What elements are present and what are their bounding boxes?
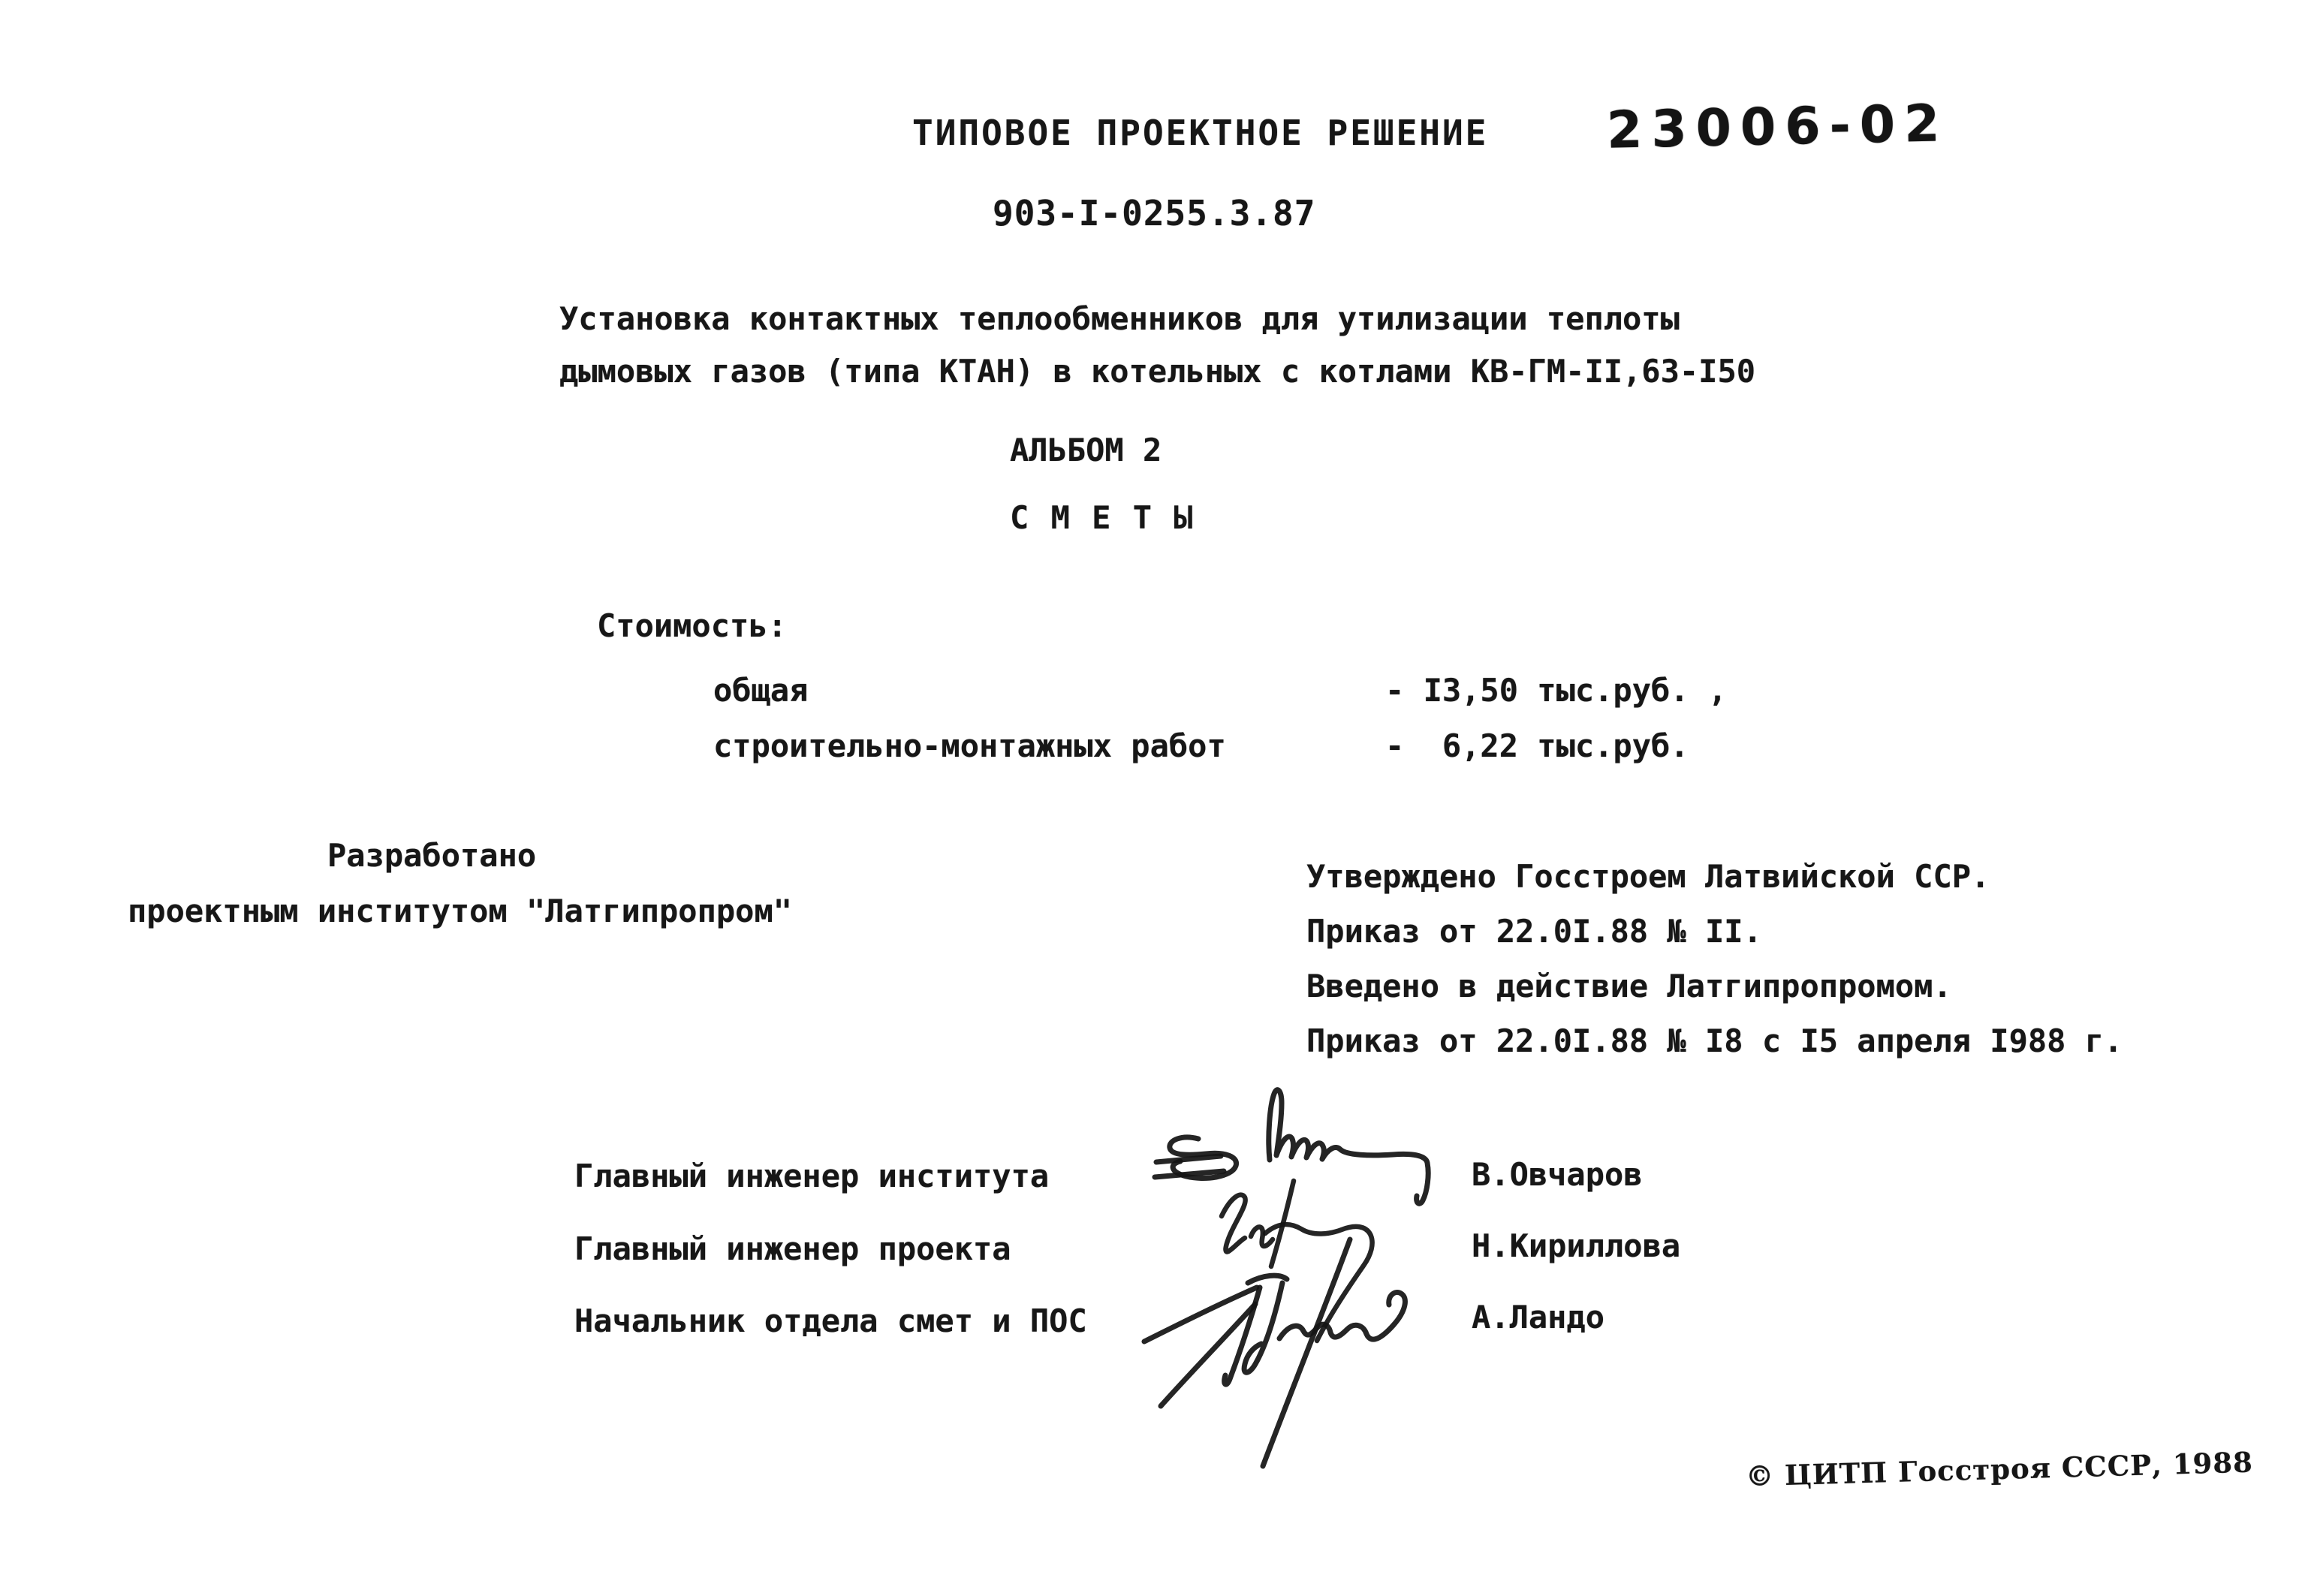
- signature-role-head-estimates-pos: Начальник отдела смет и ПОС: [574, 1302, 1087, 1339]
- signature-role-chief-engineer-project: Главный инженер проекта: [574, 1230, 1011, 1267]
- series-number: 903-I-0255.3.87: [993, 193, 1316, 233]
- signature-name-kirillova: Н.Кириллова: [1472, 1227, 1681, 1264]
- album-subtitle: С М Е Т Ы: [1010, 499, 1195, 536]
- subject-line-2: дымовых газов (типа КТАН) в котельных с котлами КВ-ГМ-II,63-I50: [559, 353, 1756, 390]
- approval-line-3: Введено в действие Латгипропромом.: [1306, 968, 1952, 1004]
- document-kind-title: ТИПОВОЕ ПРОЕКТНОЕ РЕШЕНИЕ: [912, 113, 1489, 153]
- approval-line-4: Приказ от 22.0I.88 № I8 с I5 апреля I988 г.: [1306, 1022, 2123, 1059]
- approval-line-2: Приказ от 22.0I.88 № II.: [1306, 913, 1762, 950]
- subject-line-1: Установка контактных теплообменников для утилизации теплоты: [559, 300, 1680, 337]
- doc-number-handwritten: 23006-02: [1606, 94, 1950, 161]
- signatures-overlay: [1126, 1040, 1494, 1475]
- developed-by-line-1: Разработано: [327, 837, 537, 874]
- copyright-notice: © ЦИТП Госстроя СССР, 1988: [1745, 1445, 2254, 1493]
- signature-name-ovcharov: В.Овчаров: [1472, 1156, 1643, 1193]
- cost-item-construction-value: - 6,22 тыс.руб.: [1385, 727, 1689, 764]
- signature-name-lando: А.Ландо: [1472, 1299, 1605, 1336]
- developed-by-line-2: проектным институтом "Латгипропром": [128, 893, 793, 929]
- cost-item-total-label: общая: [713, 672, 809, 709]
- approval-line-1: Утверждено Госстроем Латвийской ССР.: [1306, 858, 1990, 895]
- album-label: АЛЬБОМ 2: [1010, 432, 1162, 468]
- cost-heading: Стоимость:: [597, 607, 787, 644]
- cost-item-construction-label: строительно-монтажных работ: [713, 727, 1226, 764]
- signature-role-chief-engineer-institute: Главный инженер института: [574, 1158, 1050, 1194]
- signature-lando-icon: [1144, 1239, 1405, 1466]
- cost-item-total-value: - I3,50 тыс.руб. ,: [1385, 672, 1728, 709]
